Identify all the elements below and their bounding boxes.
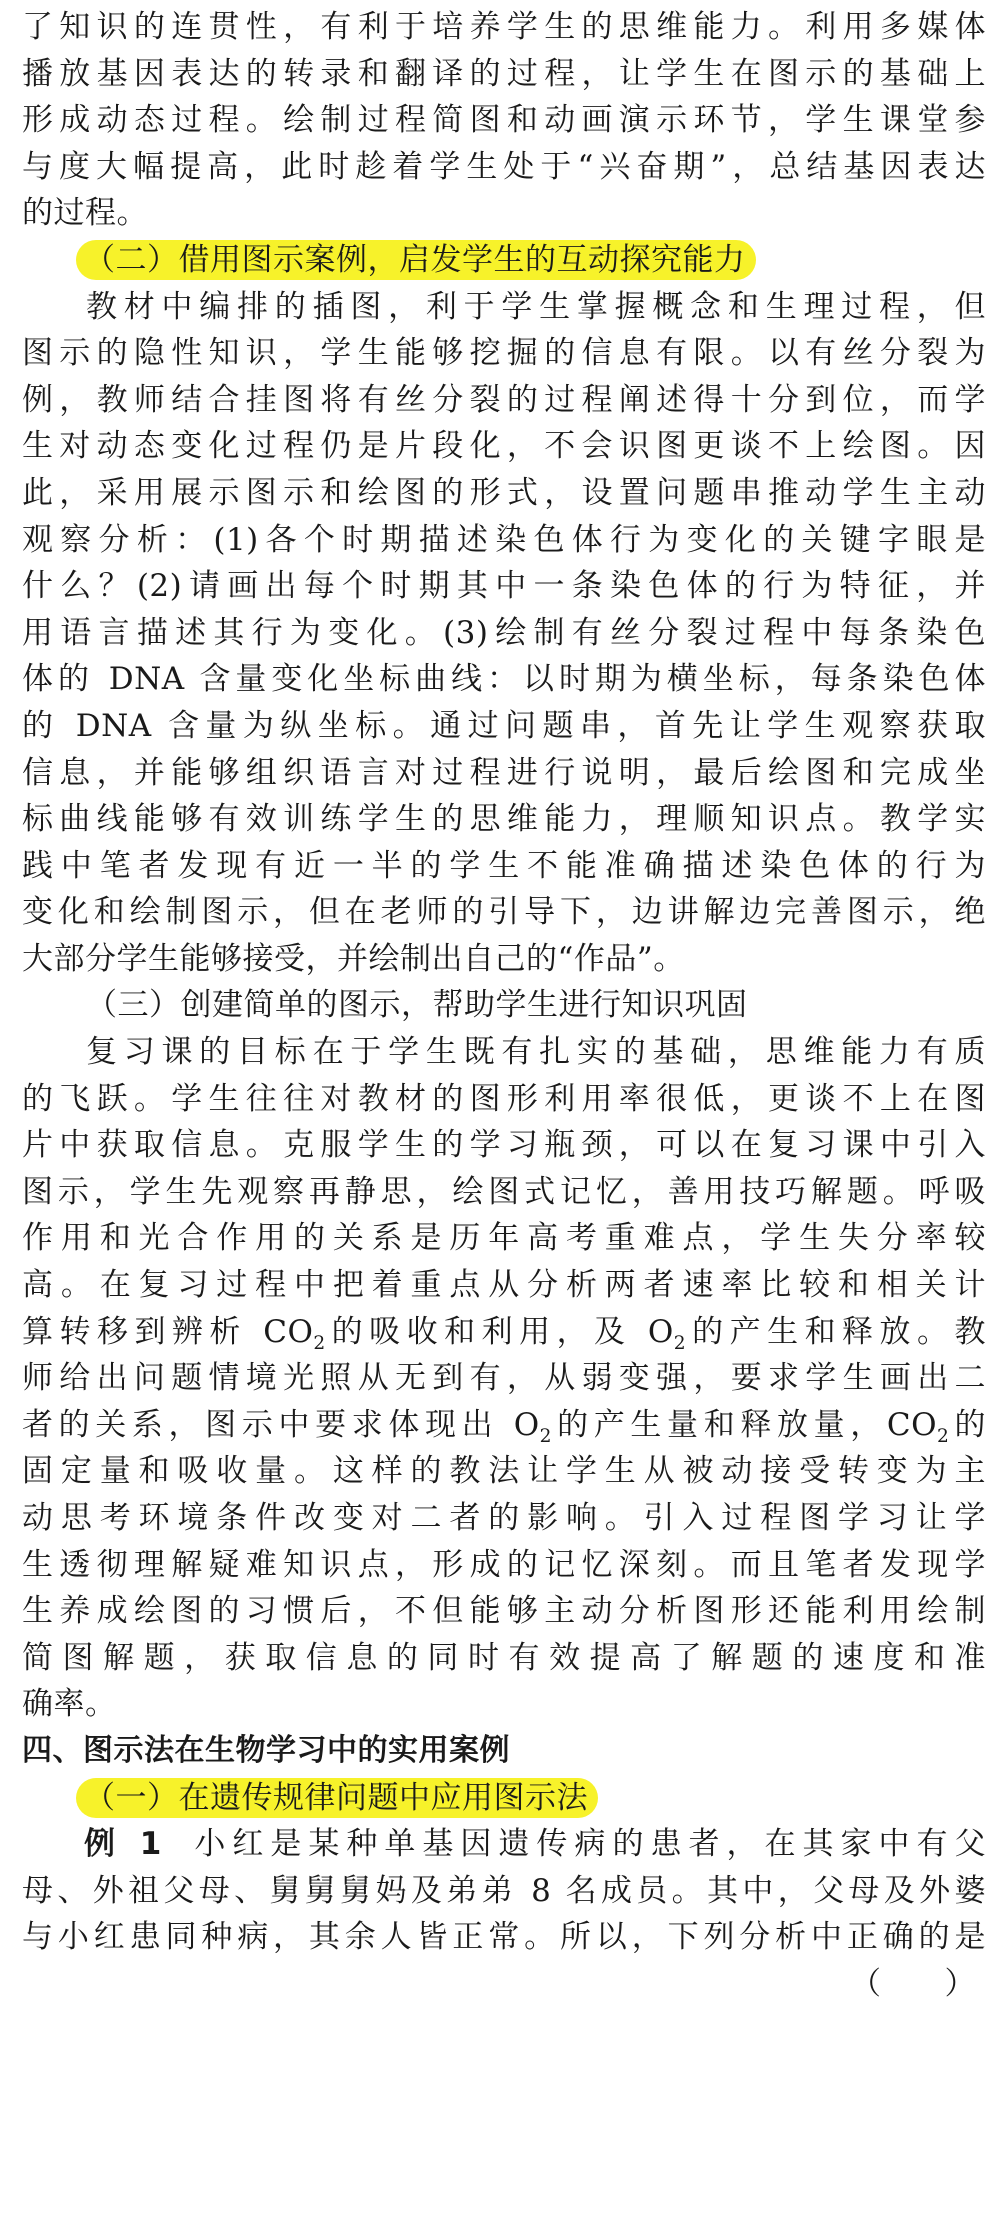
example-1-line-2: 母、外祖父母、舅舅舅妈及弟弟 8 名成员。其中，父母及外婆	[22, 1872, 986, 1909]
intro-line-2: 播放基因表达的转录和翻译的过程，让学生在图示的基础上	[22, 55, 986, 92]
section-two-line-1: 教材中编排的插图，利于学生掌握概念和生理过程，但	[86, 288, 986, 325]
example-1-first-line	[22, 1821, 986, 1868]
section-two-line-10: 的 DNA 含量为纵坐标。通过问题串，首先让学生观察获取	[22, 707, 986, 744]
example-1-line-3: 与小红患同种病，其余人皆正常。所以，下列分析中正确的是	[22, 1919, 986, 1956]
co2-line-a-sub: 2	[313, 1332, 326, 1354]
section-two-heading: （二）借用图示案例，启发学生的互动探究能力	[76, 240, 756, 280]
section-two-line-7: 什么？(2)请画出每个时期其中一条染色体的行为特征，并	[22, 568, 986, 605]
intro-line-5: 的过程。	[22, 195, 148, 232]
section-two-heading-line	[22, 237, 986, 284]
section-three-line-4: 图示，学生先观察再静思，绘图式记忆，善用技巧解题。呼吸	[22, 1173, 986, 1210]
example-1-text: 小红是某种单基因遗传病的患者，在其家中有父	[187, 1826, 986, 1863]
section-two-line-9: 体的 DNA 含量变化坐标曲线：以时期为横坐标，每条染色体	[22, 661, 986, 698]
section-two-line-2: 图示的隐性知识，学生能够挖掘的信息有限。以有丝分裂为	[22, 335, 986, 372]
section-four-heading: 四、图示法在生物学习中的实用案例	[22, 1732, 510, 1768]
section-three-line-6: 高。在复习过程中把着重点从分析两者速率比较和相关计	[22, 1267, 986, 1304]
section-three-line-after-5: 简图解题，获取信息的同时有效提高了解题的速度和准	[22, 1639, 986, 1676]
section-two-line-8: 用语言描述其行为变化。(3)绘制有丝分裂过程中每条染色	[22, 614, 986, 651]
section-four-subheading: （一）在遗传规律问题中应用图示法	[76, 1778, 598, 1818]
section-three-line-after-3: 生透彻理解疑难知识点，形成的记忆深刻。而且笔者发现学	[22, 1546, 986, 1583]
section-three-line-1: 复习课的目标在于学生既有扎实的基础，思维能力有质	[86, 1034, 986, 1071]
co2-line-a-middle: 的吸收和利用，及 O	[325, 1313, 674, 1350]
example-1-label: 例 1	[84, 1826, 162, 1863]
section-three-line-after-4: 生养成绘图的习惯后，不但能够主动分析图形还能利用绘制	[22, 1593, 986, 1630]
co2-line-a-after: 的产生和释放。教	[686, 1313, 986, 1350]
section-three-line-2: 的飞跃。学生往往对教材的图形利用率很低，更谈不上在图	[22, 1080, 986, 1117]
answer-parentheses: （ ）	[850, 1965, 976, 2002]
co2-line-b-sub2: 2	[937, 1426, 950, 1447]
section-three-line-after-2: 动思考环境条件改变对二者的影响。引入过程图学习让学	[22, 1500, 986, 1536]
section-three-line-after-6: 确率。	[22, 1686, 117, 1723]
section-four-subheading-line	[22, 1775, 986, 1822]
section-two-line-12: 标曲线能够有效训练学生的思维能力，理顺知识点。教学实	[22, 801, 986, 838]
section-two-line-13: 践中笔者发现有近一半的学生不能准确描述染色体的行为	[22, 847, 986, 884]
co2-line-a-before: 算转移到辨析 CO	[22, 1313, 314, 1350]
section-three-line-co2-b	[22, 1402, 986, 1449]
intro-line-3: 形成动态过程。绘制过程简图和动画演示环节，学生课堂参	[22, 102, 986, 139]
section-two-line-4: 生对动态变化过程仍是片段化，不会识图更谈不上绘图。因	[22, 428, 986, 465]
co2-line-b-sub: 2	[539, 1426, 553, 1447]
section-two-line-3: 例，教师结合挂图将有丝分裂的过程阐述得十分到位，而学	[22, 381, 986, 418]
intro-line-4: 与度大幅提高，此时趁着学生处于“兴奋期”，总结基因表达	[22, 148, 986, 185]
section-two-line-14: 变化和绘制图示，但在老师的引导下，边讲解边完善图示，绝	[22, 894, 986, 931]
section-three-line-3: 片中获取信息。克服学生的学习瓶颈，可以在复习课中引入	[22, 1127, 986, 1164]
section-two-line-6: 观察分析：(1)各个时期描述染色体行为变化的关键字眼是	[22, 521, 986, 558]
section-three-heading: （三）创建简单的图示，帮助学生进行知识巩固	[86, 987, 748, 1024]
co2-line-b-middle: 的产生量和释放量，CO	[552, 1406, 938, 1443]
section-three-line-plain-1: 师给出问题情境光照从无到有，从弱变强，要求学生画出二	[22, 1360, 986, 1397]
section-three-line-co2-a	[22, 1309, 986, 1356]
co2-line-b-after: 的	[949, 1406, 986, 1443]
section-two-line-5: 此，采用展示图示和绘图的形式，设置问题串推动学生主动	[22, 474, 986, 511]
section-three-line-5: 作用和光合作用的关系是历年高考重难点，学生失分率较	[22, 1220, 986, 1257]
section-two-line-11: 信息，并能够组织语言对过程进行说明，最后绘图和完成坐	[22, 754, 986, 791]
co2-line-b-before: 者的关系，图示中要求体现出 O	[22, 1406, 540, 1443]
co2-line-a-sub2: 2	[673, 1332, 687, 1354]
section-two-line-15: 大部分学生能够接受，并绘制出自己的“作品”。	[22, 940, 685, 977]
intro-line-1: 了知识的连贯性，有利于培养学生的思维能力。利用多媒体	[22, 9, 986, 45]
section-three-line-after-1: 固定量和吸收量。这样的教法让学生从被动接受转变为主	[22, 1453, 986, 1490]
